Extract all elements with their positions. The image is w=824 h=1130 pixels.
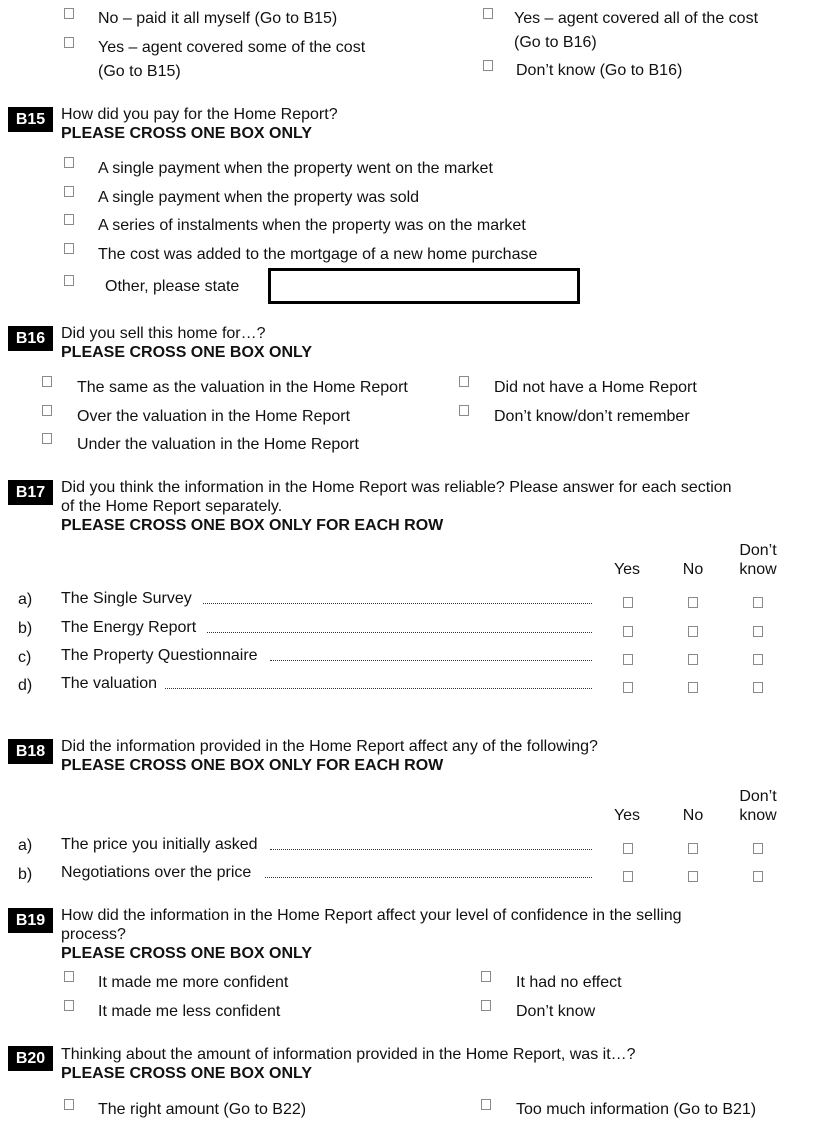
question-text — [61, 324, 781, 362]
other-text-field[interactable] — [268, 268, 580, 304]
checkbox-yes[interactable] — [623, 843, 633, 854]
option-label: Other, please state — [105, 278, 240, 295]
checkbox-yes[interactable] — [623, 626, 633, 637]
row-letter: c) — [18, 649, 32, 666]
option-label: The same as the valuation in the Home Report — [77, 379, 408, 396]
checkbox-no[interactable] — [688, 843, 698, 854]
dot-leader — [165, 688, 592, 689]
question-line: Did you sell this home for…? — [61, 325, 266, 342]
checkbox[interactable] — [481, 1099, 491, 1110]
question-line: How did you pay for the Home Report? — [61, 106, 338, 123]
dot-leader — [207, 632, 592, 633]
checkbox[interactable] — [64, 243, 74, 254]
row-label: The valuation — [61, 675, 158, 692]
column-header-line: know — [739, 561, 777, 578]
checkbox-no[interactable] — [688, 871, 698, 882]
question-text — [61, 737, 781, 775]
question-number: B20 — [8, 1046, 53, 1071]
question-number: B18 — [8, 739, 53, 764]
checkbox[interactable] — [42, 376, 52, 387]
checkbox[interactable] — [481, 1000, 491, 1011]
question-text — [61, 478, 781, 535]
question-text — [61, 1045, 781, 1083]
option-label: A single payment when the property was sold — [98, 189, 420, 206]
checkbox-agent-some[interactable] — [64, 37, 74, 48]
checkbox-no[interactable] — [688, 626, 698, 637]
row-letter: b) — [18, 620, 33, 637]
row-label: Negotiations over the price — [61, 864, 252, 881]
checkbox-dont-know[interactable] — [483, 60, 493, 71]
instruction: PLEASE CROSS ONE BOX ONLY — [61, 125, 313, 142]
checkbox[interactable] — [64, 971, 74, 982]
column-header-dont-know — [730, 787, 786, 825]
instruction: PLEASE CROSS ONE BOX ONLY — [61, 945, 313, 962]
question-line: Did the information provided in the Home Report affect any of the following? — [61, 738, 598, 755]
column-header-no: No — [682, 561, 704, 578]
instruction: PLEASE CROSS ONE BOX ONLY FOR EACH ROW — [61, 517, 444, 534]
column-header-line: Don’t — [739, 788, 777, 805]
checkbox-yes[interactable] — [623, 597, 633, 608]
checkbox-dont-know[interactable] — [753, 626, 763, 637]
option-label: A single payment when the property went on the market — [98, 160, 493, 177]
checkbox-dont-know[interactable] — [753, 654, 763, 665]
checkbox[interactable] — [64, 214, 74, 225]
instruction: PLEASE CROSS ONE BOX ONLY — [61, 1065, 313, 1082]
row-label: The Energy Report — [61, 619, 197, 636]
column-header-line: Don’t — [739, 542, 777, 559]
option-label: (Go to B16) — [514, 34, 597, 51]
question-number: B17 — [8, 480, 53, 505]
row-label: The price you initially asked — [61, 836, 258, 853]
question-text — [61, 105, 781, 143]
checkbox[interactable] — [64, 186, 74, 197]
checkbox-no-paid-myself[interactable] — [64, 8, 74, 19]
option-label: The right amount (Go to B22) — [98, 1101, 307, 1118]
checkbox-yes[interactable] — [623, 682, 633, 693]
checkbox[interactable] — [42, 405, 52, 416]
checkbox-agent-all[interactable] — [483, 8, 493, 19]
checkbox[interactable] — [459, 405, 469, 416]
option-label: Did not have a Home Report — [494, 379, 697, 396]
option-label: (Go to B15) — [98, 63, 181, 80]
checkbox-no[interactable] — [688, 682, 698, 693]
question-line: Did you think the information in the Home Report was reliable? Please answer for each section — [61, 479, 732, 496]
checkbox[interactable] — [42, 433, 52, 444]
dot-leader — [270, 660, 592, 661]
checkbox[interactable] — [64, 157, 74, 168]
option-label: Yes – agent covered some of the cost — [98, 39, 366, 56]
column-header-yes: Yes — [613, 807, 641, 824]
checkbox-dont-know[interactable] — [753, 597, 763, 608]
dot-leader — [265, 877, 592, 878]
column-header-line: know — [739, 807, 777, 824]
option-label: Don’t know/don’t remember — [494, 408, 690, 425]
checkbox-dont-know[interactable] — [753, 682, 763, 693]
checkbox[interactable] — [481, 971, 491, 982]
question-number: B19 — [8, 908, 53, 933]
row-label: The Single Survey — [61, 590, 192, 607]
row-letter: a) — [18, 837, 33, 854]
dot-leader — [270, 849, 592, 850]
question-line: of the Home Report separately. — [61, 498, 283, 515]
option-label: Under the valuation in the Home Report — [77, 436, 359, 453]
checkbox-no[interactable] — [688, 654, 698, 665]
option-label: The cost was added to the mortgage of a new home purchase — [98, 246, 538, 263]
question-line: How did the information in the Home Report affect your level of confidence in the selling — [61, 907, 682, 924]
question-line: Thinking about the amount of information provided in the Home Report, was it…? — [61, 1046, 636, 1063]
option-label: It had no effect — [516, 974, 622, 991]
option-label: Too much information (Go to B21) — [516, 1101, 757, 1118]
instruction: PLEASE CROSS ONE BOX ONLY — [61, 344, 313, 361]
question-number: B15 — [8, 107, 53, 132]
checkbox[interactable] — [64, 275, 74, 286]
option-label: It made me less confident — [98, 1003, 281, 1020]
checkbox[interactable] — [64, 1000, 74, 1011]
option-label: It made me more confident — [98, 974, 289, 991]
checkbox-dont-know[interactable] — [753, 871, 763, 882]
question-line: process? — [61, 926, 126, 943]
row-letter: d) — [18, 677, 33, 694]
column-header-dont-know — [730, 541, 786, 579]
checkbox-dont-know[interactable] — [753, 843, 763, 854]
question-text — [61, 906, 781, 963]
row-label: The Property Questionnaire — [61, 647, 258, 664]
checkbox-no[interactable] — [688, 597, 698, 608]
row-letter: b) — [18, 866, 33, 883]
checkbox[interactable] — [459, 376, 469, 387]
option-label: Don’t know — [516, 1003, 596, 1020]
instruction: PLEASE CROSS ONE BOX ONLY FOR EACH ROW — [61, 757, 444, 774]
dot-leader — [203, 603, 592, 604]
option-label: Yes – agent covered all of the cost — [514, 10, 759, 27]
column-header-yes: Yes — [613, 561, 641, 578]
option-label: No – paid it all myself (Go to B15) — [98, 10, 338, 27]
option-label: Over the valuation in the Home Report — [77, 408, 351, 425]
column-header-no: No — [682, 807, 704, 824]
question-number: B16 — [8, 326, 53, 351]
checkbox-yes[interactable] — [623, 654, 633, 665]
option-label: A series of instalments when the property was on the market — [98, 217, 526, 234]
row-letter: a) — [18, 591, 33, 608]
option-label: Don’t know (Go to B16) — [516, 62, 683, 79]
checkbox-yes[interactable] — [623, 871, 633, 882]
checkbox[interactable] — [64, 1099, 74, 1110]
